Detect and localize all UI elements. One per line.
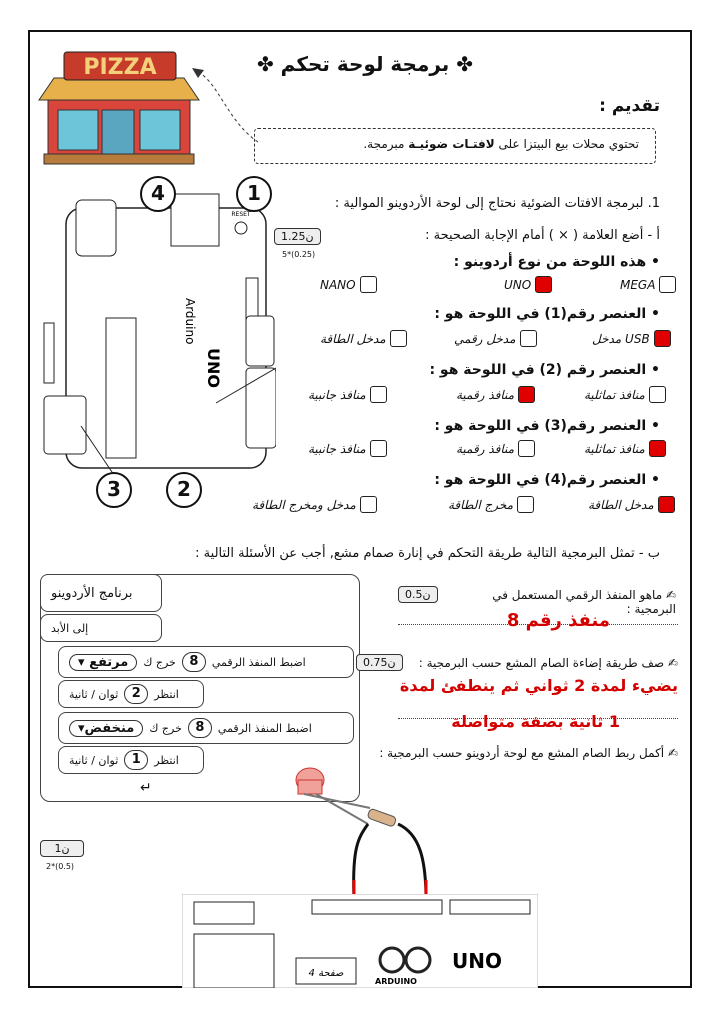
mcq-5-option-power-in[interactable]: مدخل الطاقة: [588, 496, 675, 513]
checkbox[interactable]: [390, 330, 407, 347]
page-title: ✤ برمجة لوحة تحكم ✤: [256, 52, 474, 76]
checkbox-checked[interactable]: [649, 440, 666, 457]
wait-2-value: 2: [124, 684, 148, 704]
q1-text: ✍ ماهو المنفذ الرقمي المستعمل في البرمجية :: [492, 588, 676, 616]
arduino-board-bottom: [182, 894, 538, 988]
q3-score-note: 2*(0.5): [46, 862, 75, 871]
mcq-3-option-side[interactable]: منافذ جانبية: [308, 386, 387, 403]
board2-brand: ARDUINO: [375, 977, 417, 986]
mcq-3-option-analog[interactable]: منافذ تماثلية: [584, 386, 666, 403]
wait-2-block: انتظر 2 ثوان / ثانية: [58, 680, 204, 708]
part-a-score: 1.25ن: [274, 228, 321, 245]
mcq-1-option-mega[interactable]: MEGA: [620, 276, 676, 293]
intro-text: تحتوي محلات بيع البيتزا على لافتـات ضوئيـة مبرمجة.: [254, 128, 656, 164]
mcq-statement-2: • العنصر رقم(1) في اللوحة هو :: [434, 306, 660, 322]
reset-label: RESET: [231, 211, 251, 218]
checkbox-checked[interactable]: [535, 276, 552, 293]
mcq-4-option-analog[interactable]: منافذ تماثلية: [584, 440, 666, 457]
mcq-2-option-digital[interactable]: مدخل رقمي: [454, 330, 537, 347]
board-brand: Arduino: [183, 298, 197, 345]
pin-value: 8: [182, 652, 206, 672]
loop-block: إلى الأبد: [40, 614, 162, 642]
checkbox[interactable]: [520, 330, 537, 347]
checkbox[interactable]: [659, 276, 676, 293]
checkbox-checked[interactable]: [654, 330, 671, 347]
mcq-4-option-digital[interactable]: منافذ رقمية: [456, 440, 535, 457]
ornament-icon: ✤: [256, 52, 281, 76]
question-1: 1. لبرمجة الافتات الضوئية نحتاج إلى لوحة الأردوينو الموالية :: [334, 196, 660, 211]
ornament-icon: ✤: [449, 52, 474, 76]
wait-1-value: 1: [124, 750, 148, 770]
q3-text: ✍ أكمل ربط الصام المشع مع لوحة أردوينو حسب البرمجية :: [379, 746, 678, 760]
mcq-4-option-side[interactable]: منافذ جانبية: [308, 440, 387, 457]
pizza-shop-illustration: [34, 38, 204, 168]
high-dropdown[interactable]: مرتفع ▾: [69, 654, 137, 671]
checkbox-checked[interactable]: [658, 496, 675, 513]
board-model: UNO: [204, 348, 223, 388]
q1-answer: منفذ رقم 8: [506, 610, 610, 631]
callout-3: 3: [96, 472, 132, 508]
q2-answer-line2: 1 ثانية بصفة متواصلة: [451, 712, 620, 731]
q2-text: ✍ صف طريقة إضاءة الصام المشع حسب البرمجية :: [418, 656, 678, 670]
q2-answer-line1: يضيء لمدة 2 ثواني ثم ينطفئ لمدة: [399, 676, 678, 695]
set-pin-low-block: اضبط المنفذ الرقمي 8 خرج ك منخفض▾: [58, 712, 354, 744]
callout-1: 1: [236, 176, 272, 212]
checkbox[interactable]: [360, 496, 377, 513]
checkbox[interactable]: [649, 386, 666, 403]
set-pin-high-block: اضبط المنفذ الرقمي 8 خرج ك مرتفع ▾: [58, 646, 354, 678]
mcq-3-option-digital[interactable]: منافذ رقمية: [456, 386, 535, 403]
page-number: صفحة 4: [308, 968, 344, 979]
checkbox[interactable]: [370, 440, 387, 457]
mcq-1-option-uno[interactable]: UNO: [504, 276, 552, 293]
loop-arrow-icon: ↵: [140, 780, 152, 796]
callout-2: 2: [166, 472, 202, 508]
mcq-2-option-power[interactable]: مدخل الطاقة: [320, 330, 407, 347]
intro-heading: تقديم :: [599, 96, 660, 116]
checkbox[interactable]: [370, 386, 387, 403]
q2-score: 0.75ن: [356, 654, 403, 671]
program-header-block: برنامج الأردوينو: [40, 574, 162, 612]
checkbox-checked[interactable]: [518, 386, 535, 403]
mcq-statement-5: • العنصر رقم(4) في اللوحة هو :: [434, 472, 660, 488]
callout-4: 4: [140, 176, 176, 212]
mcq-statement-1: • هذه اللوحة من نوع أردوينو :: [453, 254, 660, 270]
mcq-statement-4: • العنصر رقم(3) في اللوحة هو :: [434, 418, 660, 434]
mcq-statement-3: • العنصر رقم (2) في اللوحة هو :: [429, 362, 660, 378]
mcq-2-option-usb[interactable]: مدخل USB: [592, 330, 671, 347]
arduino-board-diagram: [36, 188, 276, 488]
board2-model: UNO: [452, 949, 502, 973]
q1-score: 0.5ن: [398, 586, 438, 603]
part-a-label: أ - أضع العلامة ( × ) أمام الإجابة الصحيحة :: [425, 228, 660, 243]
checkbox[interactable]: [517, 496, 534, 513]
wait-1-block: انتظر 1 ثوان / ثانية: [58, 746, 204, 774]
pizza-sign-text: PIZZA: [83, 55, 157, 80]
part-a-score-note: 5*(0.25): [282, 250, 316, 259]
checkbox[interactable]: [518, 440, 535, 457]
mcq-5-option-power-out[interactable]: مخرج الطاقة: [448, 496, 534, 513]
low-dropdown[interactable]: منخفض▾: [69, 720, 143, 737]
part-b-label: ب - تمثل البرمجية التالية طريقة التحكم في إنارة صمام مشع, أجب عن الأسئلة التالية :: [195, 546, 660, 561]
pin-value: 8: [188, 718, 212, 738]
mcq-1-option-nano[interactable]: NANO: [320, 276, 377, 293]
mcq-5-option-power-inout[interactable]: مدخل ومخرج الطاقة: [252, 496, 377, 513]
q3-score: 1ن: [40, 840, 84, 857]
checkbox[interactable]: [360, 276, 377, 293]
